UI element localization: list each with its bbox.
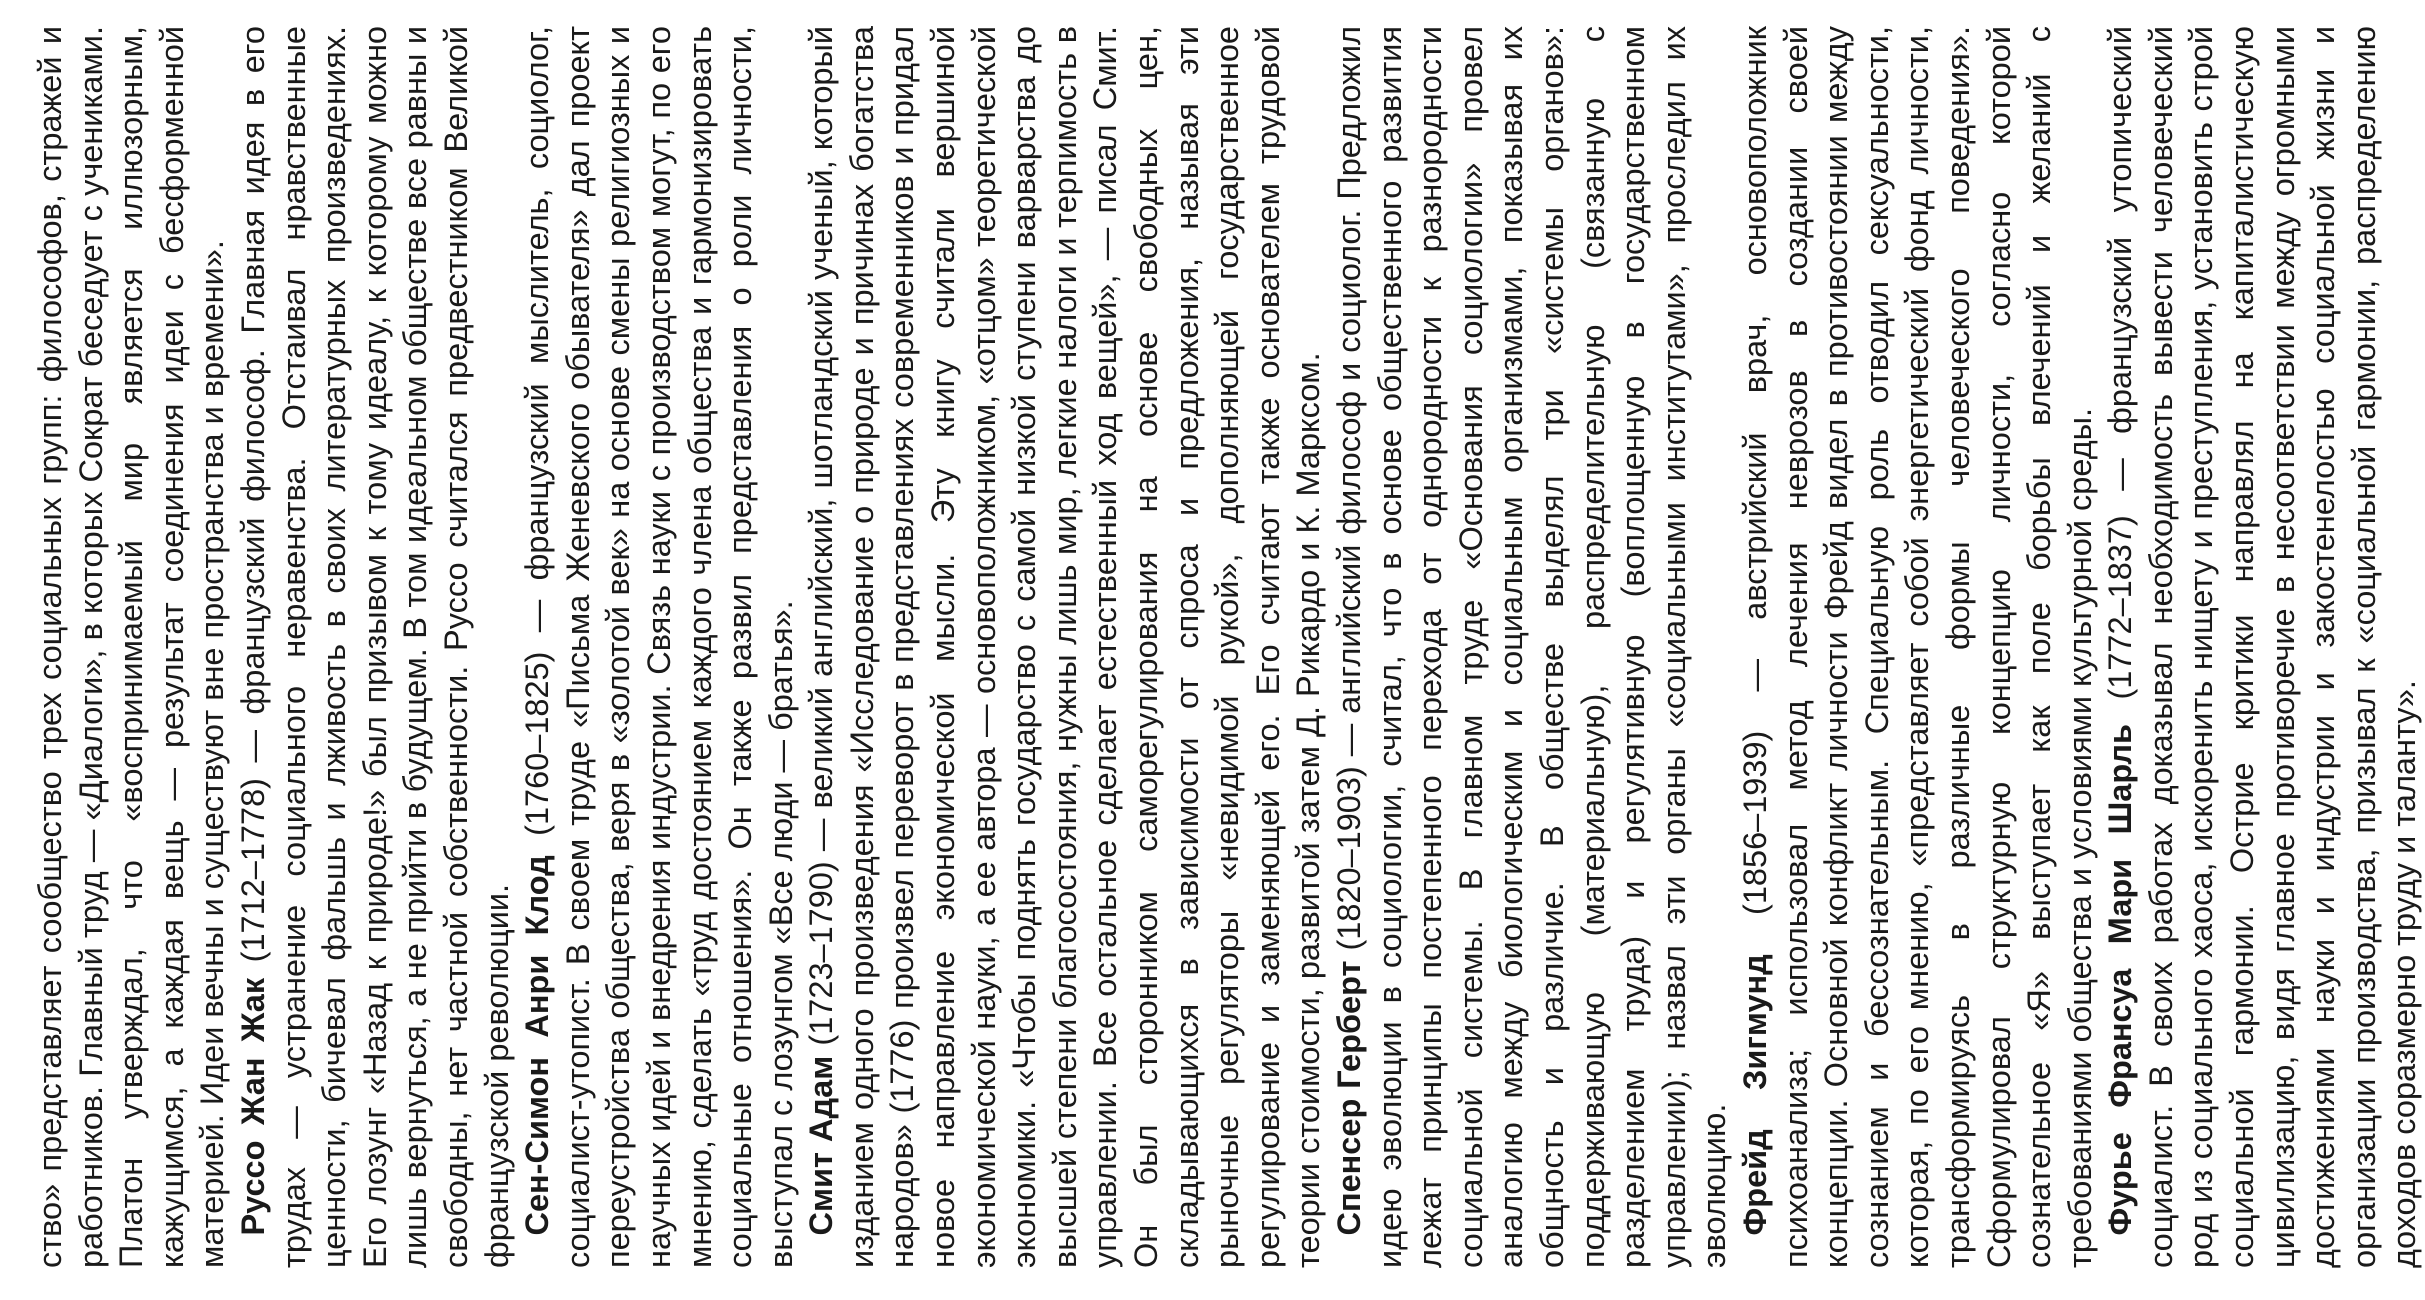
entry-name: Смит Адам — [803, 1055, 840, 1236]
entry-text: (1712–1778) — французский философ. Главная идея в его трудах — устранение социального неравенства. Отстаивал нравственные ценности, бичевал фальшь и лживость в своих литературных произведениях. Его лозунг «Назад к природе!» был призывом к тому идеалу, к которому можно лишь вернуться, а не прийти в будущем. В том идеальном обществе все равны и свободны, нет частной собственности. Руссо считался предвестником Великой французской революции. — [234, 26, 515, 1268]
entry-text: (1856–1939) — австрийский врач, основоположник психоанализа; использовал метод лечения неврозов в создании своей концепции. Основной конфликт личности Фрейд видел в противостоянии между сознанием и бессознательным. Специальную роль отводил сексуальности, которая, по его мнению, «представляет собой энергетический фонд личности, трансформируясь в различные формы человеческого поведения». Сформулировал структурную концепцию личности, согласно которой сознательное «Я» выступает как поле борьбы влечений и желаний с требованиями общества и условиями культурной среды. — [1736, 26, 2098, 1268]
entry-name: Руссо Жан Жак — [234, 977, 271, 1236]
entry-text: (1772–1837) — французский утопический социалист. В своих работах доказывал необходимость вывести человеческий род из социального хаоса, искоренить нищету и преступления, установить строй социальной гармонии. Острие критики направлял на капиталистическую цивилизацию, видя главное противоречие в несоответствии между огромными достижениями науки и индустрии и закостенелостью социальной жизни и организации производства, призывал к «социальной гармонии, распределению доходов соразмерно труду и таланту». — [2102, 26, 2423, 1268]
entry-saint-simon — [517, 26, 801, 1268]
entry-name: Сен-Симон Анри Клод — [519, 855, 556, 1236]
entry-text: (1820–1903) — английский философ и социолог. Предложил идею эволюции в социологии, считал, что в основе общественного развития лежат принципы постепенного перехода от однородности к разнородности социальной системы. В главном труде «Основания социологии» провел аналогию между биологическим и социальным организмами, показывая их общность и различие. В обществе выделял три «системы органов»: поддерживающую (материальную), распределительную (связанную с разделением труда) и регулятивную (воплощенную в государственном управлении); назвал эти органы «социальными институтами», проследил их эволюцию. — [1331, 25, 1733, 1268]
paragraph-plato-continuation — [30, 26, 233, 1268]
entry-text: (1760–1825) — французский мыслитель, социолог, социалист-утопист. В своем труде «Письма Женевского обывателя» дал проект переустройства общества, веря в «золотой век» на основе смены религиозных и научных идей и внедрения индустрии. Связь науки с производством могут, по его мнению, сделать «труд достоянием каждого члена общества и гармонизировать социальные отношения». Он также развил представления о роли личности, выступал с лозунгом «Все люди — братья». — [519, 26, 799, 1268]
entry-name: Фрейд Зигмунд — [1736, 954, 1773, 1236]
entry-rousseau — [233, 26, 517, 1268]
entry-name: Спенсер Герберт — [1331, 960, 1367, 1236]
entry-smith — [801, 26, 1329, 1268]
entry-freud — [1735, 26, 2100, 1268]
entry-text: (1723–1790) — великий английский, шотландский ученый, который изданием одного произведения «Исследование о природе и причинах богатства народов» (1776) произвел переворот в представлениях современников и придал новое направление экономической мысли. Эту книгу считали вершиной экономической науки, а ее автора — основоположником, «отцом» теоретической экономики. «Чтобы поднять государство с самой низкой ступени варварства до высшей степени благосостояния, нужны лишь мир, легкие налоги и терпимость в управлении. Все остальное сделает естественный ход вещей», — писал Смит. Он был сторонником саморегулирования на основе свободных цен, складывающихся в зависимости от спроса и предложения, называя эти рыночные регуляторы «невидимой рукой», дополняющей государственное регулирование и заменяющей его. Его считают также основателем трудовой теории стоимости, развитой затем Д. Рикардо и К. Марксом. — [803, 26, 1327, 1268]
paragraph-text: ство» представляет сообщество трех социальных групп: философов, стражей и работников. Главный труд — «Диалоги», в которых Сократ беседует с учениками. Платон утверждал, что «воспринимаемый мир является иллюзорным, кажущимся, а каждая вещь — результат соединения идеи с бесформенной материей. Идеи вечны и существуют вне пространства и времени». — [32, 26, 231, 1268]
entry-spencer — [1329, 26, 1735, 1268]
entry-fourier — [2100, 26, 2425, 1268]
entry-name: Фурье Франсуа Мари Шарль — [2102, 724, 2139, 1236]
